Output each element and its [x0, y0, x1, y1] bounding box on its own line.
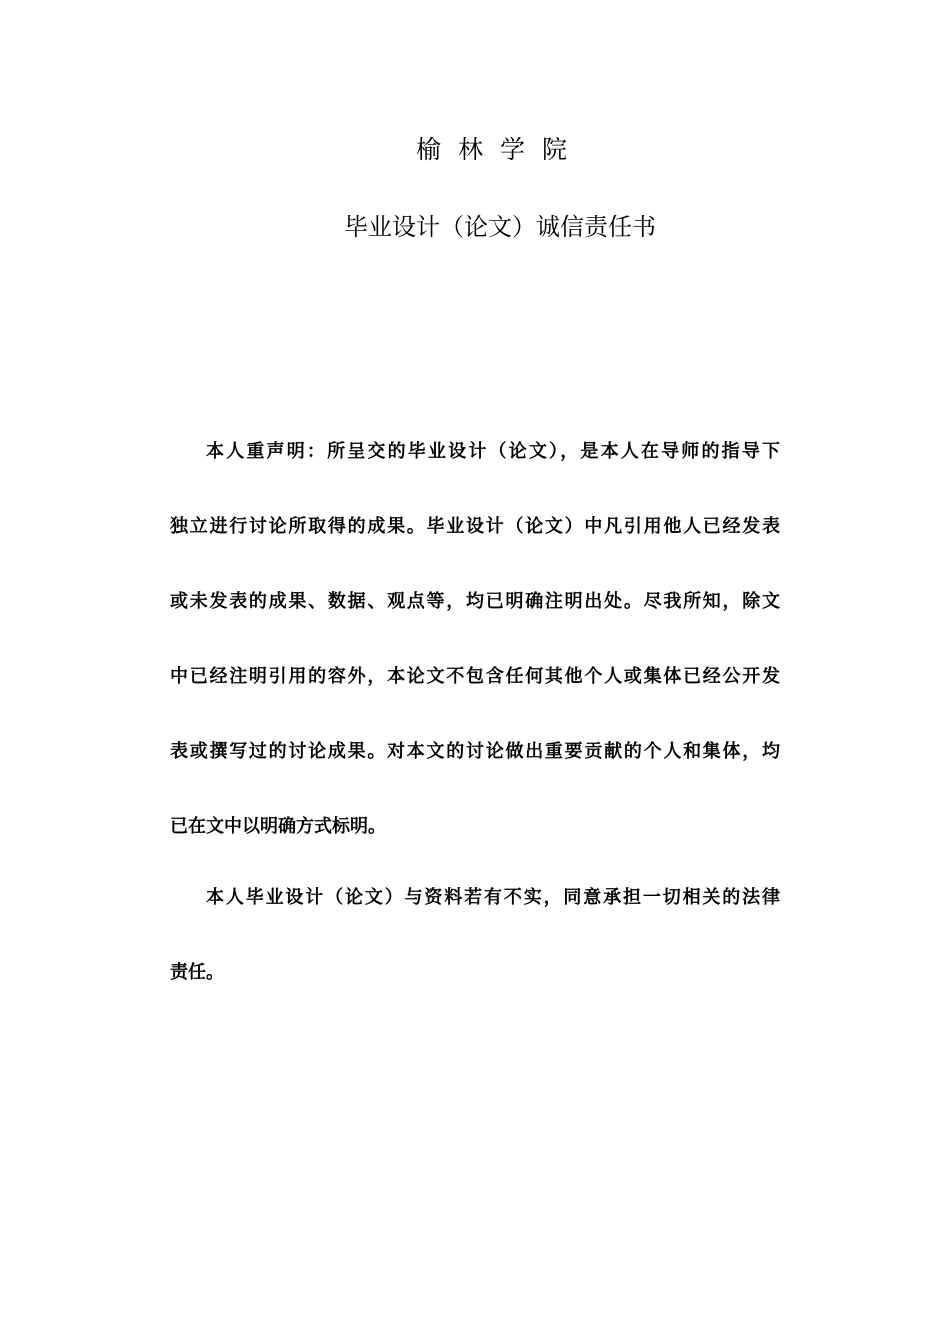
paragraph-1-line-5: 表或撰写过的讨论成果。对本文的讨论做出重要贡献的个人和集体，均 — [170, 741, 780, 762]
paragraph-2-line-2: 责任。 — [170, 962, 224, 983]
paragraph-2-line-1: 本人毕业设计（论文）与资料若有不实，同意承担一切相关的法律 — [206, 887, 780, 908]
document-title: 毕业设计（论文）诚信责任书 — [344, 213, 656, 241]
paragraph-1-line-6: 已在文中以明确方式标明。 — [170, 816, 386, 837]
paragraph-1-line-4: 中已经注明引用的容外，本论文不包含任何其他个人或集体已经公开发 — [170, 666, 780, 687]
paragraph-1-line-1: 本人重声明：所呈交的毕业设计（论文），是本人在导师的指导下 — [206, 441, 780, 462]
paragraph-1-line-2: 独立进行讨论所取得的成果。毕业设计（论文）中凡引用他人已经发表 — [170, 516, 780, 537]
paragraph-1-line-3: 或未发表的成果、数据、观点等，均已明确注明出处。尽我所知，除文 — [170, 591, 780, 612]
school-name: 榆林学院 — [415, 135, 584, 164]
